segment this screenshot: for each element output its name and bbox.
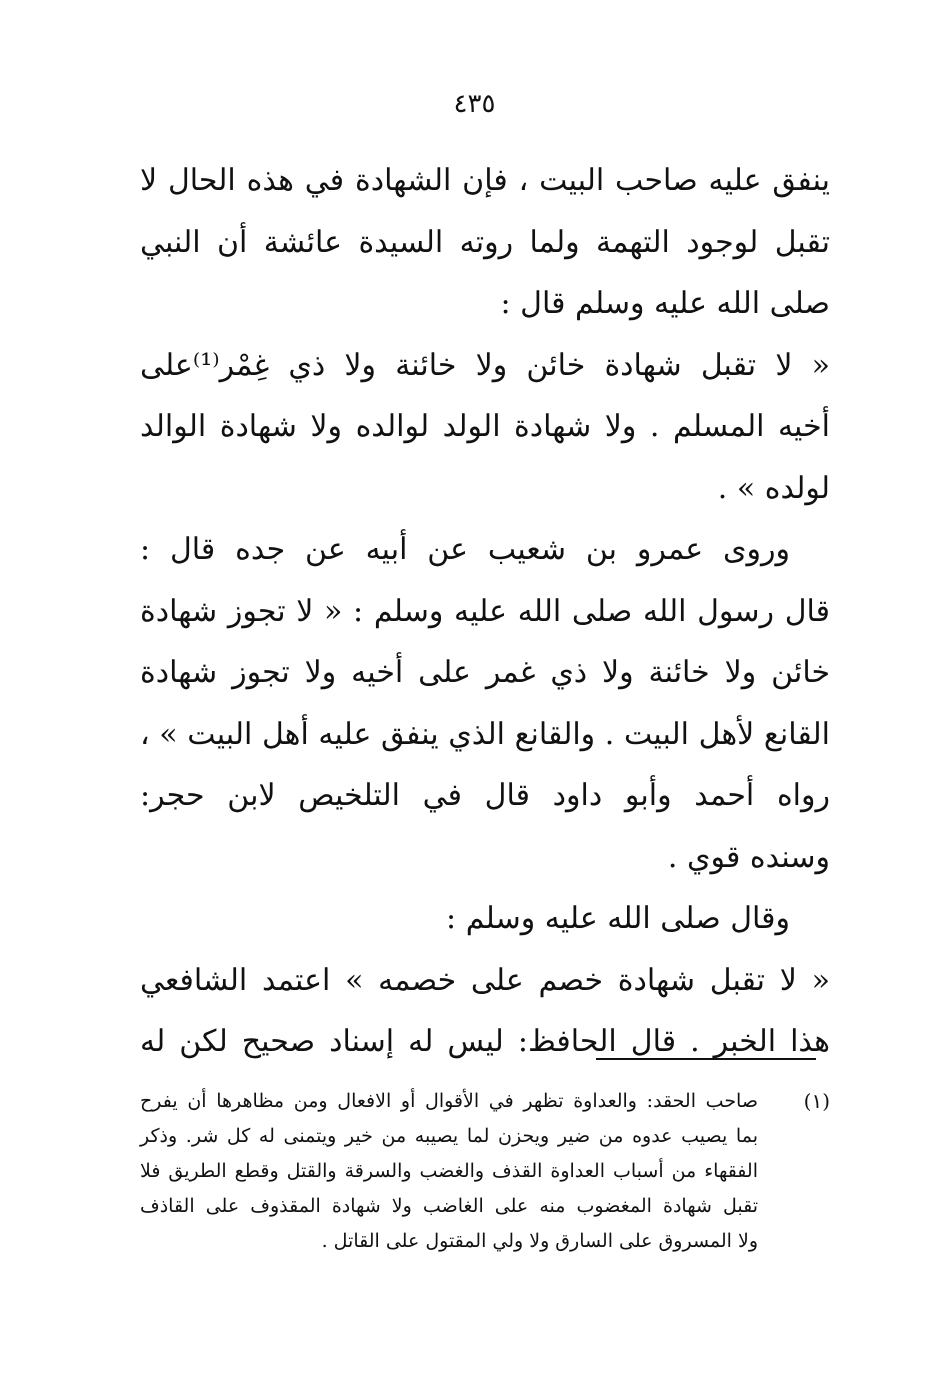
body-line: تقبل لوجود التهمة ولما روته السيدة عائشة أن النبي bbox=[140, 224, 830, 260]
body-line: القانع لأهل البيت . والقانع الذي ينفق عليه أهل البيت » ، bbox=[140, 716, 830, 752]
footnote-line: تقبل شهادة المغضوب منه على الغاضب ولا شهادة المقذوف على القاذف bbox=[140, 1195, 758, 1217]
body-line: أخيه المسلم . ولا شهادة الولد لوالده ولا شهادة الوالد bbox=[140, 409, 830, 444]
body-line: وقال صلى الله عليه وسلم : bbox=[446, 901, 790, 936]
body-line: وسنده قوي . bbox=[667, 839, 830, 875]
page-number: ٤٣٥ bbox=[453, 89, 496, 119]
body-line: خائن ولا خائنة ولا ذي غمر على أخيه ولا تجوز شهادة bbox=[140, 655, 830, 690]
body-line: وروى عمرو بن شعيب عن أبيه عن جده قال : bbox=[140, 532, 790, 567]
footnote-text bbox=[140, 1084, 758, 1259]
body-line: هذا الخبر . قال الحافظ: ليس له إسناد صحيح لكن له bbox=[140, 1024, 830, 1059]
footnote-line: الفقهاء من أسباب العداوة القذف والغضب والسرقة والقتل وقطع الطريق فلا bbox=[140, 1160, 758, 1182]
body-line: « لا تقبل شهادة خصم على خصمه » اعتمد الشافعي bbox=[140, 962, 830, 998]
footnote-line: ولا المسروق على السارق ولا ولي المقتول على القاتل . bbox=[321, 1230, 758, 1252]
body-line: « لا تقبل شهادة خائن ولا خائنة ولا ذي غِمْر⁽¹⁾على bbox=[140, 347, 830, 383]
footnote-divider bbox=[596, 1058, 816, 1060]
footnote-line: صاحب الحقد: والعداوة تظهر في الأقوال أو الافعال ومن مظاهرها أن يفرح bbox=[140, 1090, 758, 1112]
footnote-line: بما يصيب عدوه من ضير ويحزن لما يصيبه من خير ويتمنى له كل شر. وذكر bbox=[140, 1125, 758, 1147]
body-line: صلى الله عليه وسلم قال : bbox=[500, 286, 830, 321]
body-line: لولده » . bbox=[717, 470, 830, 506]
body-line: ينفق عليه صاحب البيت ، فإن الشهادة في هذه الحال لا bbox=[140, 163, 830, 198]
body-line: رواه أحمد وأبو داود قال في التلخيص لابن حجر: bbox=[140, 778, 830, 813]
footnote bbox=[140, 1084, 830, 1259]
body-text bbox=[140, 150, 830, 1073]
footnote-marker: (١) bbox=[803, 1089, 830, 1113]
body-line: قال رسول الله صلى الله عليه وسلم : « لا تجوز شهادة bbox=[140, 593, 830, 629]
